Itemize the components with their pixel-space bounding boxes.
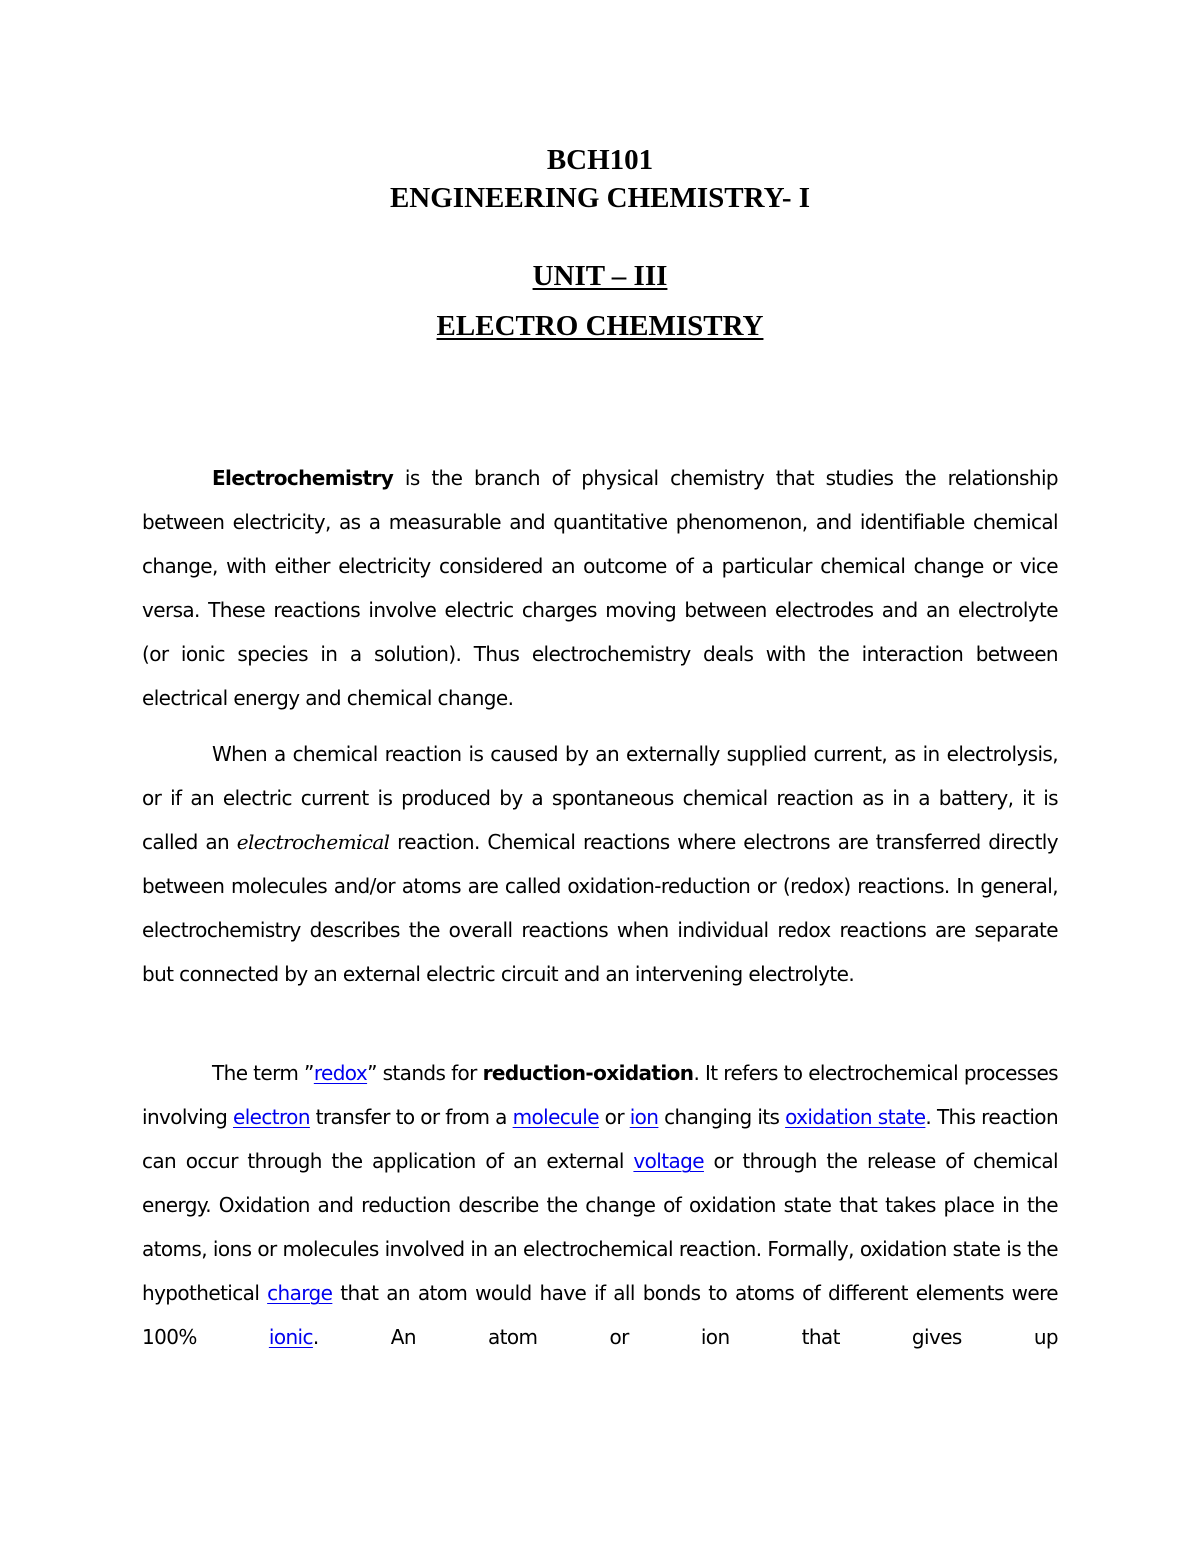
link-ion[interactable]: ion xyxy=(629,1105,659,1129)
p3-text-1: The term ” xyxy=(212,1061,314,1085)
paragraph-electrochemical-reaction xyxy=(142,732,1058,996)
paragraph-redox xyxy=(142,1051,1058,1359)
paragraph2-text-before: When a chemical reaction is caused by an externally supplied current, as in electrolysis, or if an electric current is produced by a spontaneous chemical reaction as in a battery, it is called an xyxy=(142,742,1058,854)
p3-text-4: transfer to or from a xyxy=(309,1105,513,1129)
link-ionic[interactable]: ionic xyxy=(268,1325,313,1349)
p3-text-3: . It refers to electrochemical processes involving xyxy=(142,1061,1059,1129)
link-oxidation-state[interactable]: oxidation state xyxy=(785,1105,926,1129)
p3-text-6: changing its xyxy=(658,1105,786,1129)
p3-text-2: ” stands for xyxy=(367,1061,483,1085)
link-charge[interactable]: charge xyxy=(267,1281,333,1305)
p3-text-8: or through the release of chemical energy. Oxidation and reduction describe the change of oxidation state that takes place in the atoms, ions or molecules involved in an electrochemical reaction. Formally, oxidation state is the hypothetical xyxy=(142,1149,1058,1305)
link-molecule[interactable]: molecule xyxy=(512,1105,599,1129)
topic-heading: ELECTRO CHEMISTRY xyxy=(436,310,764,342)
p3-text-9: that an atom would have if all bonds to atoms of different elements were 100% xyxy=(142,1281,1059,1349)
term-electrochemical: electrochemical xyxy=(236,830,390,854)
term-reduction-oxidation: reduction-oxidation xyxy=(482,1061,694,1085)
paragraph2-text-after: reaction. Chemical reactions where electrons are transferred directly between molecules and/or atoms are called oxidation-reduction or (redox) reactions. In general, electrochemistry describes the overall reactions when individual redox reactions are separate but connected by an external electric circuit and an intervening electrolyte. xyxy=(142,830,1058,986)
paragraph-electrochemistry-definition xyxy=(142,456,1058,720)
p3-text-7: . This reaction can occur through the application of an external xyxy=(142,1105,1059,1173)
p3-text-10: . An atom or ion that gives up xyxy=(312,1325,1058,1349)
p3-text-5: or xyxy=(598,1105,630,1129)
link-redox[interactable]: redox xyxy=(313,1061,368,1085)
paragraph1-text: is the branch of physical chemistry that studies the relationship between electricity, as a measurable and quantitative phenomenon, and identifiable chemical change, with either electricity considered an outcome of a particular chemical change or vice versa. These reactions involve electric charges moving between electrodes and an electrolyte (or ionic species in a solution). Thus electrochemistry deals with the interaction between electrical energy and chemical change. xyxy=(142,466,1058,710)
link-electron[interactable]: electron xyxy=(233,1105,310,1129)
unit-heading: UNIT – III xyxy=(532,260,668,292)
term-electrochemistry: Electrochemistry xyxy=(212,466,394,490)
link-voltage[interactable]: voltage xyxy=(633,1149,704,1173)
course-title: ENGINEERING CHEMISTRY- I xyxy=(389,182,811,214)
course-code: BCH101 xyxy=(546,144,654,176)
